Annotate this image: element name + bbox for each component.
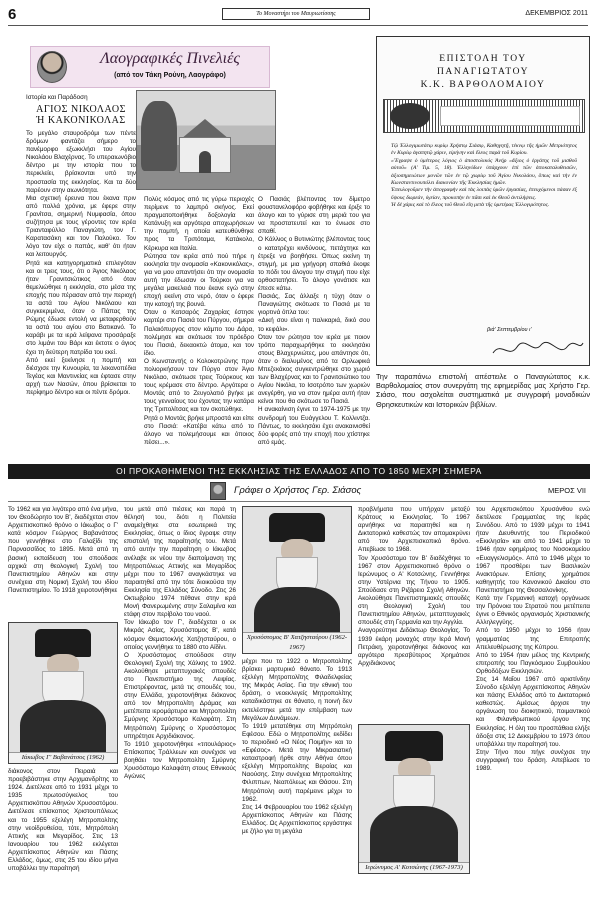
byline-photo: [210, 482, 226, 500]
article-title: ΑΓΙΟΣ ΝΙΚΟΛΑΟΣ Ή ΚΑΚΟΝΙΚΟΛΑΣ: [36, 104, 126, 126]
signature: [489, 337, 585, 361]
letter-body: Τῷ Ἐλλογιμωτάτῳ κυρίῳ Χρήστῳ Σιάσῳ, Καθηγητῇ, τέκνῳ τῆς ἡμῶν Μετριότητος ἐν Κυρίῳ ἀγαπητῷ χάριν, εἰρήνην καὶ ἔλεος παρὰ τοῦ Κυρίου. «Ἔγραψε ὁ ὑμέτερος λόγιος ὁ ἀποστολικός Ἀνήρ «ἄξιος ὁ ἐργάτης τοῦ μισθοῦ αὐτοῦ» (Α' Τιμ. 5, 18). Ἑλληνίδων ὑπάρχουν ἐπὶ τῶν ἀποκαταλυθεισῶν, ἀξιοσημειώτων μονῶν τῶν ἐν τῷ χωρίῳ τοῦ Ἁγίου Νικολάου, ὅπως καὶ τὴν ἐν Κωνσταντινουπόλει διακονίαν τῆς Ἐκκλησίας ἡμῶν. Ἐπευλογοῦμεν τὴν ἀπογραφὴν καὶ τὰς λοιπὰς ὑμῶν ἐργασίας, ἐπευχόμενοι πάσαν ἐξ ὕψους δωρεάν, ὑγείαν, προκοπὴν ἐν πᾶσι καὶ ἐκ Θεοῦ ἀντιλήψεις. Ἡ δὲ χάρις καὶ τὸ ἔλεος τοῦ Θεοῦ εἴη μετὰ τῆς ὑμετέρας Ἐλλογιμότητος.: [391, 143, 577, 209]
portrait-iakovos: [8, 622, 118, 764]
letter-seal-ornament: [383, 99, 585, 133]
page-header: [8, 6, 588, 26]
series-banner: ΟΙ ΠΡΟΚΑΘΗΜΕΝΟΙ ΤΗΣ ΕΚΚΛΗΣΙΑΣ ΤΗΣ ΕΛΛΑΔΟΣ ΑΠΟ ΤΟ 1850 ΜΕΧΡΙ ΣΗΜΕΡΑ: [8, 464, 590, 479]
masthead: Το Μοναστήρι του Μαυριωτίσσης: [222, 8, 370, 20]
portrait-ieronymos: [358, 724, 470, 874]
portrait-caption-chrysostomos: Χρυσόστομος Β' Χατζησταύρου (1962-1967): [243, 632, 351, 653]
signature-icon: [489, 337, 585, 361]
chapel-photo: [136, 90, 276, 190]
series-column-5: του Αρχιεπισκόπου Χρυσάνθου ενώ διετέλεσε Γραμματέας της Ιεράς Συνόδου. Από το 1939 μέχρι το 1941 ήταν Διευθυντής του Περιοδικού «Εκκλησία» και από το 1941 μέχρι το 1946 ήταν εφημέριος του Νοσοκομείου «Ευαγγελισμός». Από το 1946 μέχρι το 1967 προσθέρει των Βασιλικών Ανακτόρων. Επίσης χρημάτισε καθηγητής του Κανονικού Δικαίου στο Πανεπιστήμιο της Θεσσαλονίκης. Κατά την Γερμανική κατοχή οργάνωσε την Πρόνοια του Στρατού που μετέπειτα έγινε ο Εθνικός οργανισμός Χριστιανικής Αλληλεγγύης. Από το 1950 μέχρι το 1956 ήταν γραμματέας της Επιτροπής Απελευθέρωσης της Κύπρου. Από το 1954 ήταν μέλος της Κεντρικής επιτροπής του Παγκόσμιου Συμβουλίου Ορθοδόξων Εκκλησιών. Στις 14 Μαΐου 1967 από αριστίνδην Σύνοδο εξελέγη Αρχιεπίσκοπος Αθηνών και πάσης Ελλάδος από το Δικτατορικό καθεστώς. Αμέσως άρχισε την οργάνωση του διοικητικού, ποιμαντικού και Φιλανθρωπικού έργου της Εκκλησίας. Η όλη του προσπάθεια ελήξε άδοξα στις 12 Δεκεμβρίου το 1973 όπου υποβάλλει την παραίτησή του. Στην Τήνο που πήγε συνέχισε την συγγραφική του δράση. Απεβίωσε το 1989.: [476, 506, 590, 772]
series-column-1: Το 1962 και για λιγότερο από ένα μήνα, τον Θεοδώρητο τον Β', διαδέχεται στον Αρχιεπισκοπικό θρόνο ο Ιάκωβος ο Γ' κατά κόσμον Γεώργιος Βαβανάτσος που γεννήθηκε στο Γαλαξίδι της Παρνασσίδος το 1895. Μετά από τη βασική εκπαίδευση του σπούδασε αρχικά στη θεολογική Σχολή του Πανεπιστημίου Αθηνών και στην συνέχεια στη Νομική Σχολή του ιδίου Πανεπιστημίου. Το 1918 χειροτονήθηκε: [8, 506, 118, 594]
folk-column-2: Πολύς κόσμος από τις γύρω περιοχές περίμενε το λαμπρό σκήνος. Εκεί πραγματοποιήθηκε δοξολογία και Κατάνυξη και αργότερα αποχωρήσεων την πομπή, η οποία κατευθύνθηκε προς τα Τριπόταμα, Κατάκολο, Κέρκυρα και Ιταλία. Ρώτησα τον ιερέα από πού πήρε η εκκλησία την ονομασία «Κακονικόλας», για να μου απαντήσει ότι την ονομασία αυτή την έδωσαν οι Τούρκοι για να μεγάλα μακελειά που έκανε εγώ στην εποχή εκείνη στο νερό, όταν ο έφερε την κατοχή της βουνά. Όταν ο Κατσαρός Ζαχαρίας έστησε καρτέρι στο Πασιά του Πύργου, σήμερα Παλαιόπυργος στον κάμπο του Δάρα, πολέμησε και σκότωσε τον πρόεδρο του Πασιά, δεκαοκτώ άτομα, και τον ίδιο. Ο Κωνσταντής ο Κολοκοτρώνης πριν πολιορκήσουν τον Πύργο στον Άγιο Νικόλαο, σκότωσε τρεις Τούρκους και τους κρέμασε στο δέντρο. Αργότερα ο Μοντάς από το Ζευγολατιό βγήκε με τους γενναίους του έχοντας την κατάρα της Τριπολίτσας και τον σκοτώθηκε. Ρητά ο Μοντάς βρήκε μπροστά και είπε στο Πασιά: «Κατέβα κάτω από το άλογο να πολεμήσουμε και όποιος πέσει...».: [144, 196, 254, 446]
letter-box: [376, 36, 590, 366]
letter-heading: ΕΠΙΣΤΟΛΗ ΤΟΥ ΠΑΝΑΓΙΩΤΑΤΟΥ Κ.Κ. ΒΑΡΘΟΛΟΜΑΙΟΥ: [420, 54, 546, 90]
byline: Γράφει ο Χρήστος Γερ. Σιάσος: [234, 485, 362, 496]
letter-date: βιά' Σεπτεμβρίου ι': [487, 327, 532, 333]
part-label: ΜΕΡΟΣ VII: [548, 486, 586, 495]
letter-caption: Την παραπάνω επιστολή απέστειλε ο Παναγιώτατος κ.κ. Βαρθολομαίος στον συνεργάτη της εφημερίδας μας Χρήστο Γερ. Σιάσο, που ασχολείται συστηματικά με συγγραφή μοναδικών Θρησκευτικών και Ιστορικών βιβλίων.: [376, 372, 590, 409]
folk-column-1: Το μεγάλο σταυροδρόμι των πέντε δρόμων φαντάζει σήμερο το πανέμορφο εξωκκλήσι του Αγίου Νικολάου Βλαχέρνας. Το υπεραιωνόβιο δέντρο με την ιστορία που το περικλείει, βρίσκονται υπό την προστασία της εκκλησίας. Και τα δύο παρέουν στην αιωνιότητα. Μια σχετική έρευνα που έκανα πριν από πολλά χρόνια, με έφερε στην Γρανίτσα, σημερινή Νυμφασία, όπου συζήτησα με τους γέροντες τον ιερέα Τριανταφύλλο Παναγιώτη, τον Γ. Καρατασάκη και τον Παλούκο. Τον λόγο τον είχε ο παπάς, καθ' ότι ήταν και λειτουργός. Ρητά και κατηγορηματικά επιλεγόταν και οι τρεις τους, ότι ο Άγιος Νικόλαος ήταν Γρανιτσιώτικος από όταν θεμελιώθηκε η εκκλησία, στο μέσα της εποχής που πέρασαν από την περιοχή τα αστά του Αγίου Νικόλαου και συγκεκριμένα, όταν ο Πάπας της Ρώμης έδωσε εντολή να μεταφερθούν τα οστά του αγίου στο Βατικανό. Το καράβι με τα ιερά λείψανα προσάραξε στο λιμάνι του Βάρι και έκτοτε ο άγιος έχει τη δεύτερη πατρίδα του εκεί. Από εκεί ξεκίνησε η πομπή και διέσχισε την Κυνουρία, τα λεκανοπέδια Τεγέας και Μαντινείας και έφτασε στην αρχή των Νασών, όπου βρίσκεται το περίφημο δέντρο και οι πέντε δρόμοι.: [26, 130, 136, 396]
series-column-4: προβλήματα που υπήρχαν μεταξύ Κράτους κι Εκκλησίας. Το 1967 αρνήθηκε να παραιτηθεί και η Δικτατορικό καθεστώς τον απομακρύνει από τον Αρχιεπισκοπικό θρόνο. Απεβίωσε το 1968. Τον Χρυσόστομο τον Β' διαδέχθηκε το 1967 στον Αρχιεπισκοπικό θρόνο ο Ιερώνυμος ο Α' Κοτσώνης. Γεννήθηκε στην Υστέρνια της Τήνου το 1905. Σπούδασε στη Ριζάρειο Σχολή Αθηνών. Ακολούθησε Πανεπιστημιακές σπουδές στη Θεολογική Σχολή του Πανεπιστημίου Αθηνών, μεταπτυχιακές σπουδές στη Γερμανία και την Αγγλία. Αναγορεύτηκε Διδάκτωρ Θεολογίας. Το 1939 έκάρη μοναχός στην Ιερά Μονή Πετράκη, χειροτονήθηκε διάκονος και αργότερα πρεσβύτερος Χρημάτισε Αρχιδιάκονος: [358, 506, 470, 667]
tree-shape: [141, 101, 177, 171]
series-column-1b: διάκονος στον Πειραιά και προεβιβάστηκε στην Αρχιμανδρίτης το 1924. Διετέλεσε από το 1931 μέχρι το 1935 πρωτοσύγκελος του Αρχιεπισκόπου Αθηνών Χρυσοστόμου. Διετέλεσε επίσκοπος Χριστουπόλεως και το 1955 εξελέγη Μητροπολίτης στην νεοίδρυθείσα, τότε, Μητρόπολη Αττικής και Μεγαρίδος. Στις 13 Ιανουαρίου του 1962 εκλέγεται Αρχιεπίσκοπος Αθηνών και Πάσης Ελλάδος, όμως, στις 25 του ιδίου μήνα υποβάλλει την παραίτησή: [8, 768, 118, 873]
roof-shape: [175, 119, 235, 139]
author-photo: [37, 51, 67, 83]
folklore-banner: [30, 46, 270, 88]
portrait-caption-ieronymos: Ιερώνυμος Α' Κοτσώνης (1967-1973): [359, 862, 469, 873]
portrait-chrysostomos: [242, 506, 352, 654]
folklore-subtitle: (από τον Τάκη Ρούνη, Λαογράφο): [114, 72, 226, 79]
script-header: [440, 106, 580, 126]
chapel-door: [199, 151, 211, 173]
folklore-title: Λαογραφικές Πινελιές: [100, 50, 240, 67]
issue-date: ΔΕΚΕΜΒΡΙΟΣ 2011: [525, 10, 588, 17]
section-label: Ιστορία και Παράδοση: [26, 94, 88, 101]
page-number: 6: [8, 6, 17, 23]
byline-row: [8, 480, 590, 502]
series-column-3: μέχρι που το 1922 ο Μητροπολίτης βρίσκει μαρτυρικό θάνατο. Το 1913 εξελέγη Μητροπολίτης Φιλαδελφείας της Μικράς Ασίας. Για την εθνική του δράση, ο νεοεκλεγείς Μητροπολίτης καταδικάστηκε σε θάνατο, η ποινή δεν εκτελέστηκε μετά την επέμβαση των Μεγάλων Δυνάμεων. Το 1919 μετατέθηκε στη Μητρόπολη Εφέσου. Εδώ ο Μητροπολίτης εκδίδει το περιοδικό «Ο Νέος Ποιμήν» και το «Εφέσος». Μετά την Μικρασιατική καταστροφή ήρθε στην Αθήνα όπου εξελέγη Μητροπολίτης Βεροίας και Ναούσης. Στην συνέχεια Μητροπολίτης Φιλιππων, Νεαπόλεως και Θάσου. Στη Μητρόπολη αυτή παρέμεινε μέχρι το 1962. Στις 14 Φεβρουαρίου του 1962 εξελέγη Αρχιεπίσκοπος Αθηνών και Πάσης Ελλάδος. Ως Αρχιεπίσκοπος εργάστηκε με ζήλο για τη μεγάλα: [242, 658, 352, 835]
folk-column-3: Ο Πασιάς βλέποντας τον δίμετρο φουστανελοφόρο φοβήθηκε και έριξε το άλογο και το γύρισε στη μεριά του για να προστατευτεί και το ένιωσε στο σπαθί. Ο Κάλλιος ο Βυτινιώτης βλέποντας τους ο κατατρέχει κινδύνους, πετάχτηκε και έτρεξε να βοηθήσει. Όπως εκείνη τη στιγμή, με μια γρήγορη σπαθιά έκοψε το πόδι του άλογου την στιγμή που είχε ορθοστατήσει. Το άλογο γονάτισε και έπεσε κάτω. Πασιάς, Σας άλλαξε η τύχη όταν ο Παναγιώτης σκότωσε το Πασιά με τα γιορτινά όπλα του: «Δική σου είναι η παλικαριά, δικό σου το κεφάλι». Όταν τον ρώτησα τον ιερέα με ποιον τρόπο παραχωρήθηκε το εκκλησάκι στους Βλαχερνιώτες, μου απάντησε ότι, όταν ο διαλυμένος από τα Ορλωφικά Μπεζεκάκος συγκεντρώθηκε στο χωριό των Βλαχέρνας και το Γρανιτσιώτικο του Αγίου Νικόλα, το Ισοτρόπο των χωριών ανεγέρθη, για να στον ημέρα αυτή ήταν κείνοι που θα σκότωσε το Πασιά. Η ανακαίνιση έγινε το 1974-1975 με την συνδρομή του Ευάγγελου Τ. Κολλιντζα. Πάντως, το εκκλησάκι έχει ανακαινισθεί δύο φορές από την εποχή που χτίστηκε από εμάς.: [258, 196, 370, 446]
portrait-caption-iakovos: Ιάκωβος Γ' Βαβανάτσος (1962): [9, 752, 117, 763]
series-column-2: του μετά από πιέσεις και παρά τη θέλησή του, διότι η Πολιτεία αναμείχθηκε στα εσωτερικά της Εκκλησίας, όπως ο ίδιος έγραψε στην επιστολή της παραίτησής του. Μετά από αυτήν την παραίτηση ο Ιάκωβος ανέλαβε εκ νέου την διαποίμανση της Μητροπόλεως Αττικής και Μεγαρίδος μέχρι που το 1967 αναγκάστηκε να παραιτηθεί από την τότε διοικούσα την Εκκλησία της Ελλάδος Σύνοδο. Στις 26 Οκτωβρίου 1974 πέθανε στην ιερά Μονή Φανερωμένης στην Σαλαμίνα και ετάφη στον περίβολο του ναού. Τον Ιάκωβο τον Γ', διαδέχεται ο εκ Μικράς Ασίας, Χρυσόστομος Β', κατά κόσμον Θεμιστοκλής Χατζησταύρου, ο οποίος γεννήθηκε το 1880 στο Αϊδίνι. Ο Χρυσόστομος σπούδασε στην Θεολογική Σχολή της Χάλκης το 1902. Ακολούθησε μεταπτυχιακές σπουδές στο Πανεπιστήμιο της Λειψίας. Επιστρέφοντας, μετά τις σπουδές του, στην Ελλάδα, χειροτονήθηκε διάκονος από τον Μητροπολίτη Δράμας και μετέπειτα ιερομάρτυρα και Μητροπολίτη Σμύρνης Χρυσόστομο Καλαφάτη. Στη Μητρόπολη Σμύρνης ο Χρυσόστομος υπηρέτησε Αρχιδιάκονος. Το 1910 χειροτονήθηκε «τιτουλάριος» Επίσκοπος Τράλλεων και συνέχισε να βοηθάει τον Μητροπολίτη Σμύρνης Χρυσόστομο Καλαφάτη στους Εθνικούς Αγώνες: [124, 506, 236, 781]
patriarchal-seal-icon: [390, 103, 430, 129]
